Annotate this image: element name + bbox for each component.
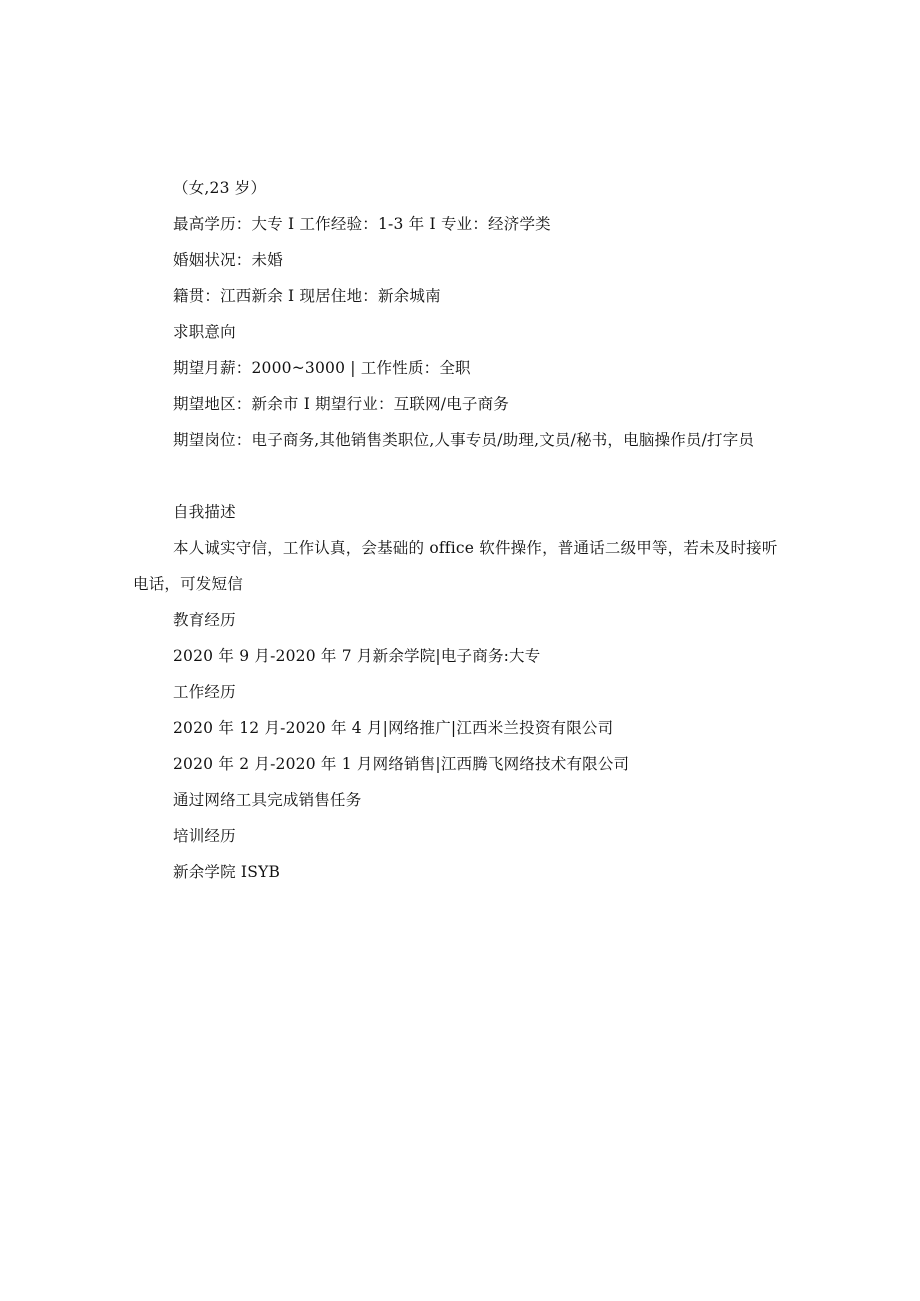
self-description-heading: 自我描述 — [173, 503, 236, 521]
hometown-residence: 籍贯：江西新余 I 现居住地：新余城南 — [173, 287, 441, 305]
work-heading: 工作经历 — [173, 683, 236, 701]
salary-job-type: 期望月薪：2000~3000 | 工作性质：全职 — [173, 359, 471, 377]
training-heading: 培训经历 — [173, 827, 236, 845]
self-description-text: 本人诚实守信，工作认真，会基础的 office 软件操作，普通话二级甲等，若未及时接听电话，可发短信 — [133, 539, 778, 593]
region-industry: 期望地区：新余市 I 期望行业：互联网/电子商务 — [173, 395, 510, 413]
work-entry-1: 2020 年 12 月-2020 年 4 月|网络推广|江西米兰投资有限公司 — [173, 719, 614, 737]
work-entry-2-description: 通过网络工具完成销售任务 — [173, 791, 362, 809]
job-intention-heading: 求职意向 — [173, 323, 236, 341]
training-entry: 新余学院 ISYB — [173, 863, 281, 881]
education-heading: 教育经历 — [173, 611, 236, 629]
education-entry: 2020 年 9 月-2020 年 7 月新余学院|电子商务:大专 — [173, 647, 541, 665]
education-experience-major: 最高学历：大专 I 工作经验：1-3 年 I 专业：经济学类 — [173, 215, 551, 233]
marital-status: 婚姻状况：未婚 — [173, 251, 283, 269]
gender-age: （女,23 岁） — [173, 179, 267, 197]
desired-positions: 期望岗位：电子商务,其他销售类职位,人事专员/助理,文员/秘书，电脑操作员/打字员 — [173, 431, 755, 449]
work-entry-2: 2020 年 2 月-2020 年 1 月网络销售|江西腾飞网络技术有限公司 — [173, 755, 630, 773]
